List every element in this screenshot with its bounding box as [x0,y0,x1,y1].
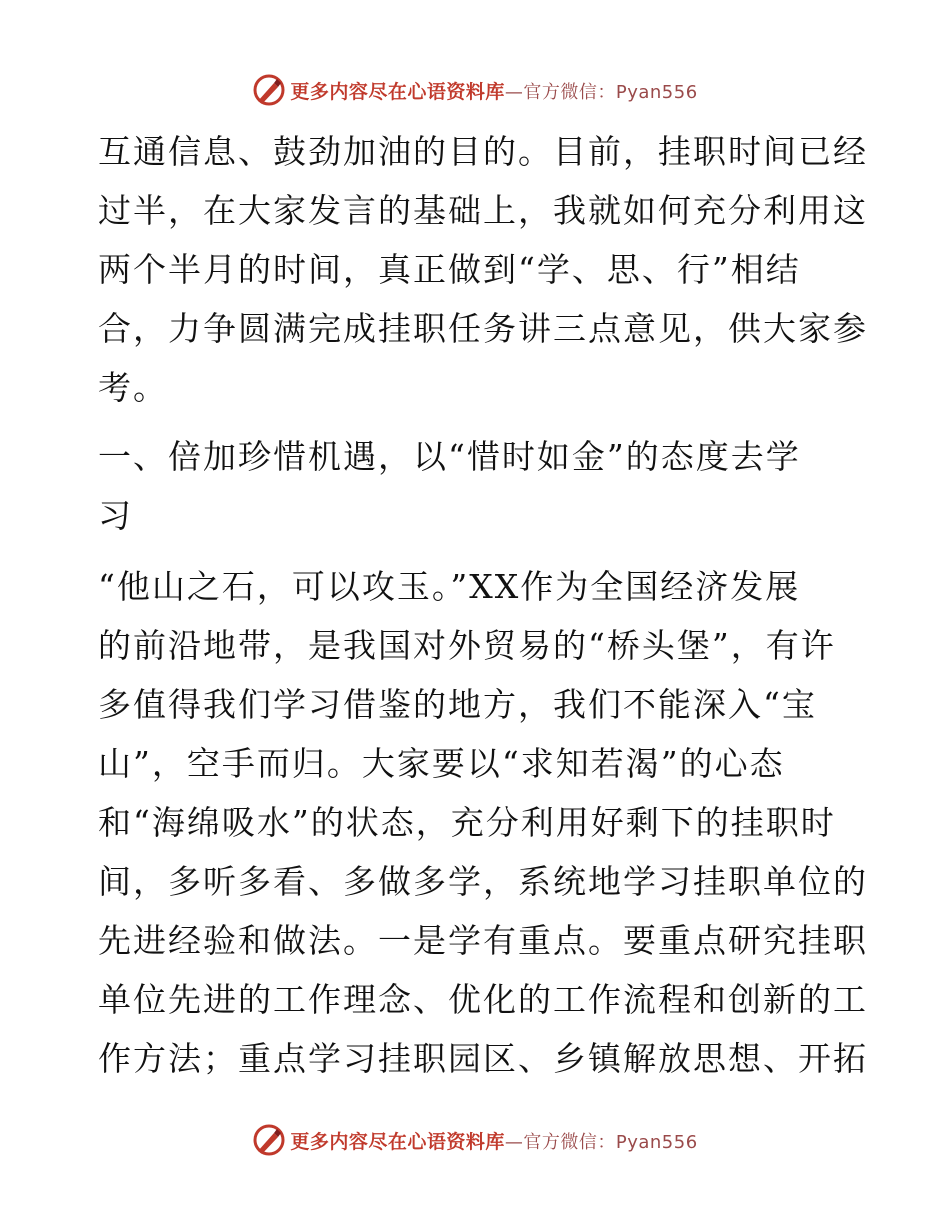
text-line: 互通信息、鼓劲加油的目的。目前，挂职时间已经 [98,132,868,171]
text-line: 两个半月的时间，真正做到“学、思、行”相结 [98,250,801,289]
text-line: 单位先进的工作理念、优化的工作流程和创新的工 [98,980,868,1019]
watermark-contact: 官方微信：Pyan556 [523,81,698,103]
pen-logo-icon [252,73,286,107]
watermark-separator: — [504,1131,524,1153]
footer-watermark [0,1120,950,1160]
text-line: 和“海绵吸水”的状态，充分利用好剩下的挂职时 [98,803,836,842]
text-line: 考。 [98,368,168,407]
text-line: 间，多听多看、多做多学，系统地学习挂职单位的 [98,862,868,901]
text-line: “他山之石，可以攻玉。”XX作为全国经济发展 [98,567,801,606]
document-body [98,122,868,1088]
pen-logo-icon [252,1123,286,1157]
text-line: 山”，空手而归。大家要以“求知若渴”的心态 [98,744,785,783]
watermark-separator: — [504,81,524,103]
header-watermark [0,70,950,110]
text-line: 过半，在大家发言的基础上，我就如何充分利用这 [98,191,868,230]
section-heading-1 [98,427,858,545]
text-line: 先进经验和做法。一是学有重点。要重点研究挂职 [98,921,868,960]
text-line: 作方法；重点学习挂职园区、乡镇解放思想、开拓 [98,1039,868,1078]
watermark-text [290,1127,697,1154]
heading-line: 习 [98,496,133,535]
text-line: 合，力争圆满完成挂职任务讲三点意见，供大家参 [98,309,868,348]
text-line: 多值得我们学习借鉴的地方，我们不能深入“宝 [98,685,817,724]
text-line: 的前沿地带，是我国对外贸易的“桥头堡”，有许 [98,626,836,665]
watermark-brand: 更多内容尽在心语资料库 [290,80,505,103]
paragraph-2 [98,557,868,1088]
watermark-text [290,77,697,104]
paragraph-1 [98,122,868,417]
watermark-contact: 官方微信：Pyan556 [523,1131,698,1153]
watermark-brand: 更多内容尽在心语资料库 [290,1130,505,1153]
heading-line: 一、倍加珍惜机遇，以“惜时如金”的态度去学 [98,437,801,476]
